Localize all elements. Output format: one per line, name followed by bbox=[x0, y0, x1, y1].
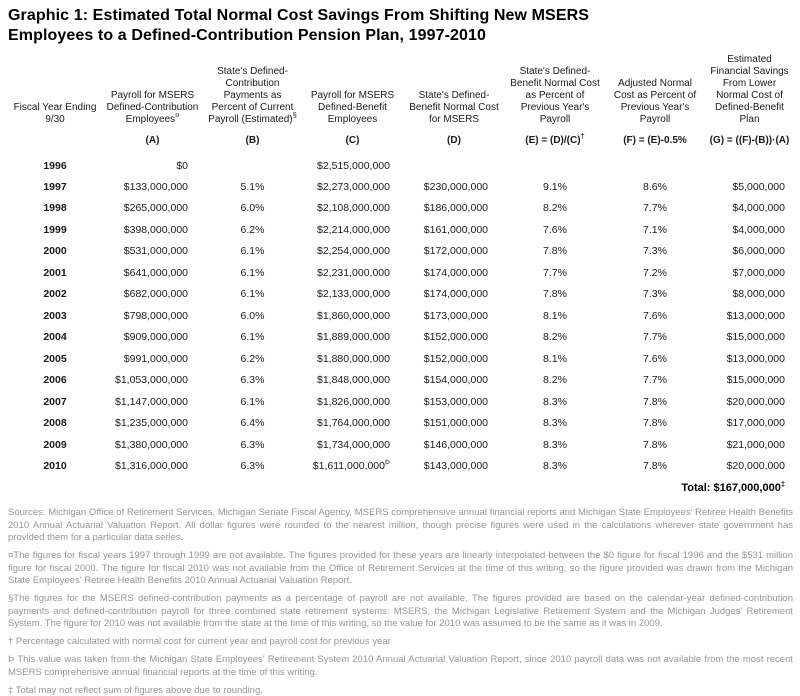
cell-normal-cost-percent: 7.7% bbox=[543, 266, 567, 279]
total-row bbox=[8, 477, 794, 494]
cell-payroll-dc: $0 bbox=[176, 159, 188, 172]
cell-db-normal-cost: $172,000,000 bbox=[423, 245, 488, 258]
cell-normal-cost-percent: 7.8% bbox=[543, 288, 567, 301]
cell-year: 2009 bbox=[43, 438, 67, 451]
table-row bbox=[8, 241, 794, 263]
cell-payroll-db: $2,108,000,000 bbox=[317, 202, 390, 215]
footnote: ¤The figures for fiscal years 1997 through 1999 are not available. The figures provided for these years are linearly interpolated between the $0 figure for fiscal 1996 and the $531 million figure for fiscal 2000. The figure for fiscal 2010 was not available from the Office of Retirement Services at the time of this writing, so the figure provided was drawn from the Michigan State Employees' Retiree Health Benefits 2010 Annual Actuarial Valuation Report. bbox=[8, 550, 793, 586]
formula-c: (C) bbox=[345, 135, 360, 146]
cell-payroll-db: $1,880,000,000 bbox=[317, 352, 390, 365]
cell-normal-cost-percent: 9.1% bbox=[543, 180, 567, 193]
cell-savings: $20,000,000 bbox=[726, 460, 785, 473]
cell-db-normal-cost: $174,000,000 bbox=[423, 266, 488, 279]
col-header-b: State's Defined-Contribution Payments as Percent of Current Payroll (Estimated)§ bbox=[208, 66, 297, 125]
cell-payroll-dc: $1,235,000,000 bbox=[115, 417, 188, 430]
col-header-g: Estimated Financial Savings From Lower Normal Cost of Defined-Benefit Plan bbox=[710, 54, 789, 125]
formula-a: (A) bbox=[145, 135, 160, 146]
cell-savings: $15,000,000 bbox=[726, 374, 785, 387]
cell-adjusted-percent: 8.6% bbox=[643, 180, 667, 193]
cell-dc-percent bbox=[203, 146, 302, 176]
cell-adjusted-percent: 7.7% bbox=[643, 331, 667, 344]
cell-normal-cost-percent: 8.3% bbox=[543, 460, 567, 473]
cell-normal-cost-percent bbox=[505, 146, 605, 176]
table-row bbox=[8, 327, 794, 349]
footnotes-section bbox=[8, 507, 793, 696]
cell-adjusted-percent: 7.2% bbox=[643, 266, 667, 279]
table-row bbox=[8, 305, 794, 327]
cell-dc-percent: 6.0% bbox=[240, 202, 265, 215]
footnote-marker-thorn: Þ bbox=[384, 457, 390, 467]
cell-db-normal-cost bbox=[403, 146, 505, 176]
cell-db-normal-cost: $174,000,000 bbox=[423, 288, 488, 301]
cell-savings: $4,000,000 bbox=[732, 202, 785, 215]
report-title-line2: Employees to a Defined-Contribution Pension Plan, 1997-2010 bbox=[8, 27, 487, 44]
cell-adjusted-percent: 7.8% bbox=[643, 417, 667, 430]
formula-f: (F) = (E)-0.5% bbox=[623, 135, 687, 146]
cell-normal-cost-percent: 8.2% bbox=[543, 202, 567, 215]
cell-year: 1999 bbox=[43, 223, 67, 236]
cell-savings: $21,000,000 bbox=[726, 438, 785, 451]
footnote: † Percentage calculated with normal cost for current year and payroll cost for previous year bbox=[8, 636, 391, 647]
cell-normal-cost-percent: 8.2% bbox=[543, 331, 567, 344]
footnote-marker-section: § bbox=[292, 110, 297, 120]
col-header-fiscal-year: Fiscal Year Ending 9/30 bbox=[13, 102, 97, 125]
footnote-marker-currency: ¤ bbox=[175, 110, 180, 120]
cell-payroll-dc: $265,000,000 bbox=[123, 202, 188, 215]
formula-g: (G) = ((F)-(B))·(A) bbox=[709, 135, 790, 146]
cell-normal-cost-percent: 8.1% bbox=[543, 309, 567, 322]
cell-dc-percent: 6.2% bbox=[240, 352, 265, 365]
table-row bbox=[8, 370, 794, 392]
cell-db-normal-cost: $173,000,000 bbox=[423, 309, 488, 322]
cell-year: 2005 bbox=[43, 352, 67, 365]
cell-db-normal-cost: $154,000,000 bbox=[423, 374, 488, 387]
table-row bbox=[8, 262, 794, 284]
cell-payroll-dc: $1,053,000,000 bbox=[115, 374, 188, 387]
table-row bbox=[8, 284, 794, 306]
total-value: $167,000,000 bbox=[713, 482, 781, 494]
cell-payroll-db: $1,889,000,000 bbox=[317, 331, 390, 344]
cell-normal-cost-percent: 8.3% bbox=[543, 417, 567, 430]
cell-adjusted-percent: 7.7% bbox=[643, 202, 667, 215]
footnote: Sources: Michigan Office of Retirement Services, Michigan Senate Fiscal Agency, MSERS comprehensive annual financial reports and Michigan State Employees' Retiree Health Benefits 2010 Annual Actuarial Valuation Report. All dollar figures were rounded to the nearest million, though precise figures were used in the calculations wherever state government has provided them for a particular data series. bbox=[8, 507, 793, 543]
cell-payroll-db: $\$1,611,000,000^Þ$ bbox=[312, 457, 390, 473]
cell-normal-cost-percent: 8.1% bbox=[543, 352, 567, 365]
table-body bbox=[8, 146, 794, 477]
footnote: Þ This value was taken from the Michigan State Employees' Retirement System 2010 Annual Actuarial Valuation Report, since 2010 payroll data was not available from the most recent MSERS comprehensive annual financial reports at the time of this writing. bbox=[8, 654, 793, 678]
cell-adjusted-percent: 7.7% bbox=[643, 374, 667, 387]
formula-b: (B) bbox=[245, 135, 260, 146]
cell-savings: $20,000,000 bbox=[726, 395, 785, 408]
cell-db-normal-cost: $186,000,000 bbox=[423, 202, 488, 215]
cell-year: 1996 bbox=[43, 159, 67, 172]
cell-payroll-dc: $1,380,000,000 bbox=[115, 438, 188, 451]
table-row bbox=[8, 198, 794, 220]
cell-year: 2006 bbox=[43, 374, 67, 387]
col-header-d: State's Defined-Benefit Normal Cost for MSERS bbox=[409, 90, 499, 125]
cell-payroll-dc: $531,000,000 bbox=[123, 245, 188, 258]
total-label: Total: bbox=[681, 482, 714, 494]
cell-savings: $7,000,000 bbox=[732, 266, 785, 279]
table-row bbox=[8, 391, 794, 413]
table-header bbox=[8, 54, 794, 146]
cell-savings bbox=[705, 146, 794, 176]
cell-payroll-dc: $798,000,000 bbox=[123, 309, 188, 322]
cell-adjusted-percent: 7.3% bbox=[643, 288, 667, 301]
cell-dc-percent: 6.3% bbox=[240, 460, 265, 473]
cell-payroll-db: $1,860,000,000 bbox=[317, 309, 390, 322]
cell-normal-cost-percent: 8.3% bbox=[543, 438, 567, 451]
cell-payroll-dc: $398,000,000 bbox=[123, 223, 188, 236]
cell-adjusted-percent: 7.6% bbox=[643, 309, 667, 322]
cell-dc-percent: 6.1% bbox=[240, 395, 265, 408]
cell-dc-percent: 6.1% bbox=[240, 266, 265, 279]
cell-year: 2008 bbox=[43, 417, 67, 430]
cell-db-normal-cost: $146,000,000 bbox=[423, 438, 488, 451]
cell-adjusted-percent: 7.6% bbox=[643, 352, 667, 365]
cell-payroll-db: $2,231,000,000 bbox=[317, 266, 390, 279]
cell-payroll-dc: $641,000,000 bbox=[123, 266, 188, 279]
cell-db-normal-cost: $153,000,000 bbox=[423, 395, 488, 408]
footnote-marker-double-dagger: ‡ bbox=[780, 479, 785, 489]
cell-payroll-db: $1,734,000,000 bbox=[317, 438, 390, 451]
table-row bbox=[8, 348, 794, 370]
cell-adjusted-percent: 7.8% bbox=[643, 460, 667, 473]
cell-dc-percent: 6.4% bbox=[240, 417, 265, 430]
cell-dc-percent: 5.1% bbox=[240, 180, 265, 193]
savings-table bbox=[8, 54, 794, 477]
cell-db-normal-cost: $152,000,000 bbox=[423, 352, 488, 365]
table-row bbox=[8, 413, 794, 435]
report-title-line1: Graphic 1: Estimated Total Normal Cost Savings From Shifting New MSERS bbox=[8, 7, 590, 24]
cell-payroll-dc: $133,000,000 bbox=[123, 180, 188, 193]
cell-normal-cost-percent: 8.2% bbox=[543, 374, 567, 387]
cell-year: 1997 bbox=[43, 180, 67, 193]
footnote-marker-dagger: † bbox=[580, 131, 585, 141]
cell-savings: $13,000,000 bbox=[726, 309, 785, 322]
cell-year: 2004 bbox=[43, 331, 67, 344]
cell-adjusted-percent: 7.8% bbox=[643, 438, 667, 451]
cell-savings: $5,000,000 bbox=[732, 180, 785, 193]
cell-db-normal-cost: $230,000,000 bbox=[423, 180, 488, 193]
formula-row bbox=[8, 127, 794, 146]
cell-normal-cost-percent: 7.8% bbox=[543, 245, 567, 258]
cell-payroll-dc: $1,147,000,000 bbox=[115, 395, 188, 408]
cell-adjusted-percent: 7.3% bbox=[643, 245, 667, 258]
cell-year: 2010 bbox=[43, 460, 67, 473]
cell-adjusted-percent bbox=[605, 146, 705, 176]
cell-payroll-db: $2,214,000,000 bbox=[317, 223, 390, 236]
table-row bbox=[8, 219, 794, 241]
cell-payroll-db: $1,848,000,000 bbox=[317, 374, 390, 387]
table-row bbox=[8, 456, 794, 478]
cell-dc-percent: 6.2% bbox=[240, 223, 265, 236]
cell-payroll-dc: $991,000,000 bbox=[123, 352, 188, 365]
cell-year: 2002 bbox=[43, 288, 67, 301]
cell-payroll-db: $1,826,000,000 bbox=[317, 395, 390, 408]
table-row bbox=[8, 146, 794, 176]
cell-db-normal-cost: $151,000,000 bbox=[423, 417, 488, 430]
cell-payroll-db: $1,764,000,000 bbox=[317, 417, 390, 430]
table-row bbox=[8, 176, 794, 198]
cell-payroll-db: $2,254,000,000 bbox=[317, 245, 390, 258]
cell-payroll-dc: $1,316,000,000 bbox=[115, 460, 188, 473]
col-header-c: Payroll for MSERS Defined-Benefit Employees bbox=[310, 90, 395, 125]
cell-dc-percent: 6.1% bbox=[240, 245, 265, 258]
col-header-f: Adjusted Normal Cost as Percent of Previous Year's Payroll bbox=[613, 78, 697, 125]
cell-savings: $13,000,000 bbox=[726, 352, 785, 365]
cell-payroll-db: $2,133,000,000 bbox=[317, 288, 390, 301]
formula-d: (D) bbox=[447, 135, 461, 146]
footnote: §The figures for the MSERS defined-contribution payments as a percentage of payroll are not available. The figures provided are based on the calendar-year defined-contribution payments and defined-contribution payroll for three combined state retirement systems: MSERS, the Michigan Legislative Retirement System and the Michigan Judges' Retirement System. The figure for 2010 was not available from the state at the time of this writing, so the value for 2010 was assumed to be the same as it was in 2009. bbox=[8, 593, 793, 629]
cell-db-normal-cost: $143,000,000 bbox=[423, 460, 488, 473]
cell-year: 2001 bbox=[43, 266, 67, 279]
cell-year: 2000 bbox=[43, 245, 67, 258]
cell-adjusted-percent: 7.1% bbox=[643, 223, 667, 236]
cell-payroll-db: $2,515,000,000 bbox=[317, 159, 390, 172]
cell-dc-percent: 6.3% bbox=[240, 374, 265, 387]
cell-normal-cost-percent: 8.3% bbox=[543, 395, 567, 408]
footnote: ‡ Total may not reflect sum of figures above due to rounding. bbox=[8, 684, 263, 696]
cell-dc-percent: 6.0% bbox=[240, 309, 265, 322]
cell-dc-percent: 6.1% bbox=[240, 331, 265, 344]
cell-savings: $4,000,000 bbox=[732, 223, 785, 236]
cell-year: 2003 bbox=[43, 309, 67, 322]
header-row bbox=[8, 54, 794, 127]
cell-payroll-db: $2,273,000,000 bbox=[317, 180, 390, 193]
cell-db-normal-cost: $152,000,000 bbox=[423, 331, 488, 344]
cell-payroll-dc: $682,000,000 bbox=[123, 288, 188, 301]
cell-db-normal-cost: $161,000,000 bbox=[423, 223, 488, 236]
formula-e: (E) = (D)/(C)† bbox=[525, 131, 585, 146]
report-title bbox=[8, 6, 793, 46]
col-header-a: Payroll for MSERS Defined-Contribution Employees¤ bbox=[106, 90, 199, 125]
formula-fiscal-year bbox=[8, 127, 102, 146]
cell-savings: $6,000,000 bbox=[732, 245, 785, 258]
cell-payroll-dc: $909,000,000 bbox=[123, 331, 188, 344]
col-header-e: State's Defined-Benefit Normal Cost as Percent of Previous Year's Payroll bbox=[510, 66, 600, 125]
cell-year: 2007 bbox=[43, 395, 67, 408]
cell-savings: $17,000,000 bbox=[726, 417, 785, 430]
cell-savings: $8,000,000 bbox=[732, 288, 785, 301]
cell-adjusted-percent: 7.8% bbox=[643, 395, 667, 408]
cell-dc-percent: 6.3% bbox=[240, 438, 265, 451]
cell-year: 1998 bbox=[43, 202, 67, 215]
table-row bbox=[8, 434, 794, 456]
cell-savings: $15,000,000 bbox=[726, 331, 785, 344]
cell-normal-cost-percent: 7.6% bbox=[543, 223, 567, 236]
cell-dc-percent: 6.1% bbox=[240, 288, 265, 301]
